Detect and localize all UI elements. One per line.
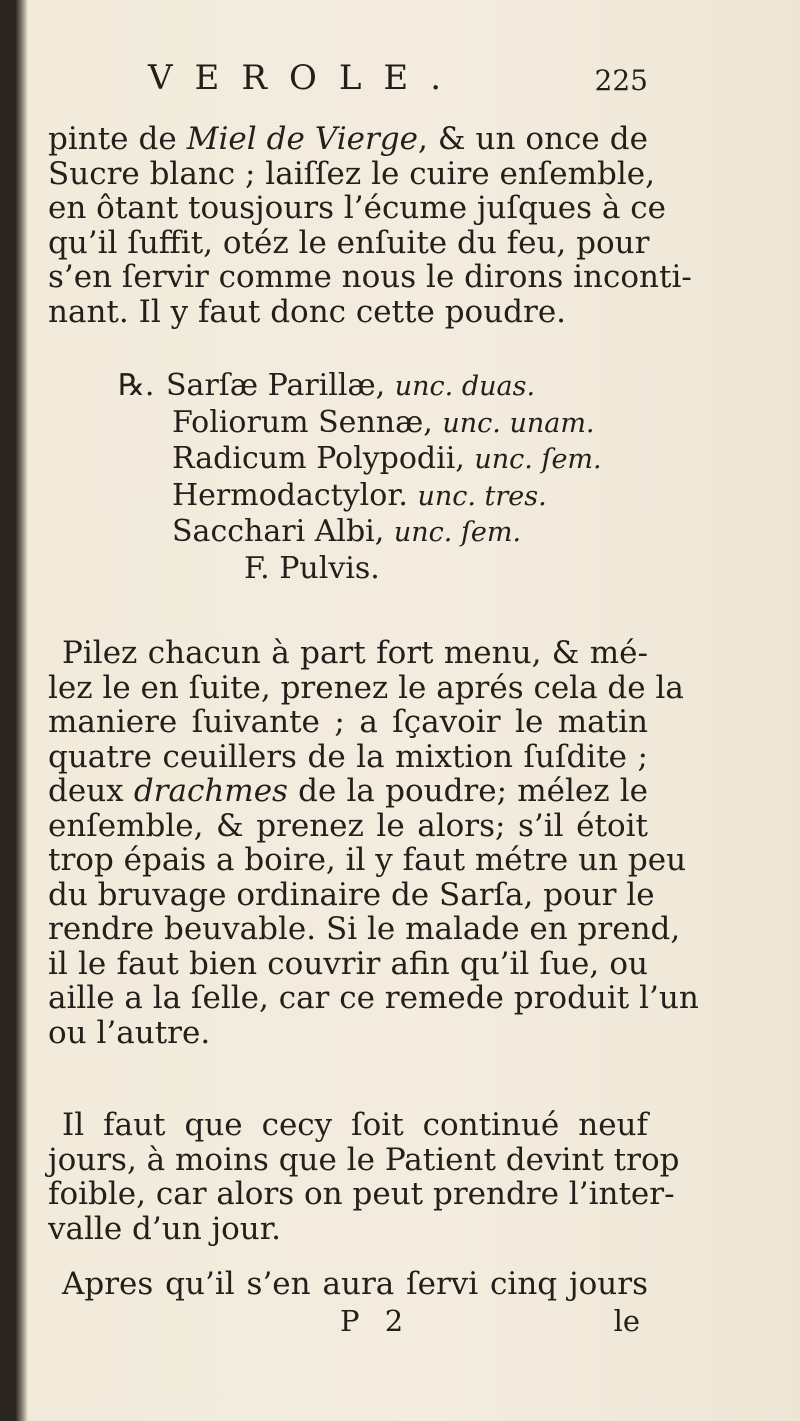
text-line: foible, car alors on peut prendre l’inter- xyxy=(48,1176,675,1212)
paragraph-honey-syrup xyxy=(48,121,692,330)
recipe-row xyxy=(118,514,602,551)
ingredient-name: Sacchari Albi, xyxy=(172,514,385,549)
text-line: Apres qu’il s’en aura ſervi cinq jours xyxy=(62,1266,648,1302)
text-line: s’en ſervir comme nous le dirons inconti- xyxy=(48,259,692,295)
ingredient-name: Hermodactylor. xyxy=(172,477,408,513)
catchword: le xyxy=(613,1304,640,1338)
page-footer xyxy=(340,1304,640,1344)
italic-phrase: Miel de Vierge xyxy=(186,121,418,157)
page-number: 225 xyxy=(594,64,648,97)
text-line: il le faut bien couvrir afin qu’il ſue, ou xyxy=(48,945,648,982)
running-head: VEROLE. xyxy=(148,58,464,98)
text-line: valle d’un jour. xyxy=(48,1210,282,1247)
text-line: rendre beuvable. Si le malade en prend, xyxy=(48,911,681,947)
ingredient-dose: unc. unam. xyxy=(442,407,595,439)
recipe-row xyxy=(118,368,602,405)
text-line: Il faut que cecy ſoit continué neuf xyxy=(62,1107,648,1143)
italic-word: drachmes xyxy=(133,773,288,809)
paragraph-continuation xyxy=(48,1267,648,1302)
text-line: Sucre blanc ; laiſſez le cuire enſemble, xyxy=(48,155,655,192)
text-line: aille a la ſelle, car ce remede produit l’un xyxy=(48,980,699,1016)
ingredient-name: Sarſæ Parillæ, xyxy=(166,368,386,403)
recipe-row xyxy=(118,441,602,478)
ingredient-dose: unc. ſem. xyxy=(474,444,602,475)
text-line: jours, à moins que le Patient devint trop xyxy=(48,1141,680,1178)
text-line: du bruvage ordinaire de Sarſa, pour le xyxy=(48,876,655,913)
ingredient-name: Foliorum Sennæ, xyxy=(172,404,433,440)
book-spine-shadow xyxy=(0,0,28,1421)
ingredient-dose: unc. ſem. xyxy=(393,517,522,548)
text-line: nant. Il y faut donc cette poudre. xyxy=(48,293,567,330)
recipe-row xyxy=(118,405,602,442)
signature-mark: P 2 xyxy=(340,1304,412,1338)
text-line: en ôtant tousjours l’écume juſques à ce xyxy=(48,190,666,226)
ingredient-dose: unc. tres. xyxy=(417,480,547,512)
rx-symbol: ℞. xyxy=(118,368,155,403)
page-header xyxy=(148,58,648,102)
text-line: ou l’autre. xyxy=(48,1014,211,1051)
text-line: Pilez chacun à part fort menu, & mé- xyxy=(62,635,648,671)
paragraph-instructions xyxy=(48,635,699,1051)
text-line: quatre ceuillers de la mixtion ſuſdite ; xyxy=(48,738,648,775)
text-line: pinte de Miel de Vierge, & un once de xyxy=(48,121,648,157)
text-line: maniere ſuivante ; a ſçavoir le matin xyxy=(48,704,648,740)
text-line: qu’il ſuffit, otéz le enſuite du feu, pour xyxy=(48,224,650,261)
recipe-closing: F. Pulvis. xyxy=(244,550,380,586)
text-line: enſemble, & prenez le alors; s’il étoit xyxy=(48,807,648,844)
ingredient-name: Radicum Polypodii, xyxy=(172,441,465,476)
recipe-row xyxy=(118,478,602,515)
text-line: trop épais a boire, il y faut métre un peu xyxy=(48,842,687,878)
text-line-with-italic: deux drachmes de la poudre; mélez le xyxy=(48,773,648,809)
ingredient-dose: unc. duas. xyxy=(394,371,536,402)
text-line: lez le en ſuite, prenez le aprés cela de la xyxy=(48,669,684,706)
recipe-block xyxy=(118,368,602,587)
paragraph-duration xyxy=(48,1107,680,1247)
